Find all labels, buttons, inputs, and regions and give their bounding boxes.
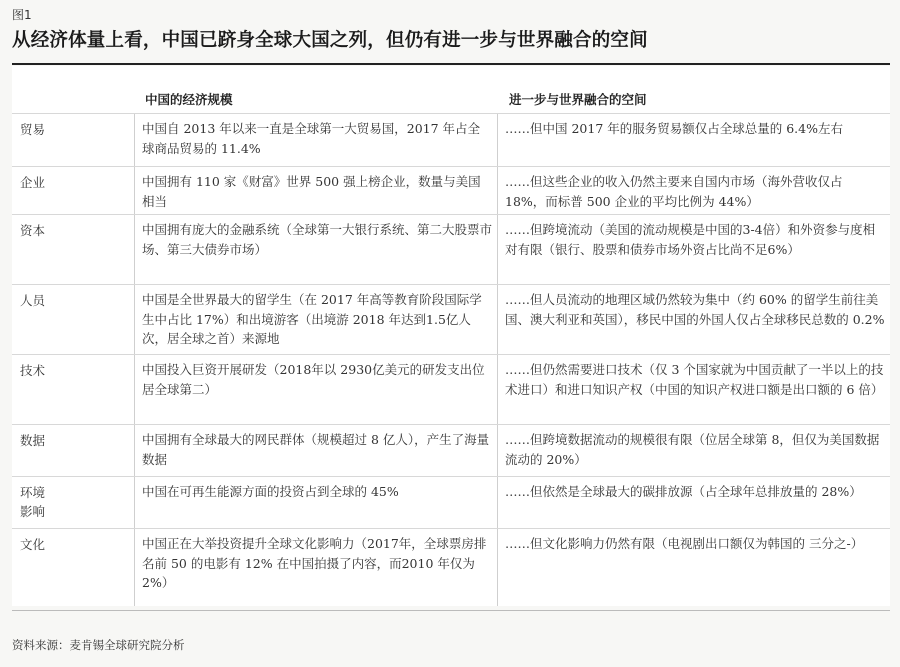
column-header-space: 进一步与世界融合的空间 xyxy=(509,92,647,107)
scale-cell: 中国拥有庞大的金融系统（全球第一大银行系统、第二大股票市场、第三大债券市场） xyxy=(142,222,493,257)
source-note: 资料来源：麦肯锡全球研究院分析 xyxy=(12,638,185,652)
row-label: 人员 xyxy=(20,293,46,308)
column-divider xyxy=(134,477,135,529)
comparison-table xyxy=(12,66,890,606)
scale-cell: 中国自 2013 年以来一直是全球第一大贸易国，2017 年占全球商品贸易的 11.4% xyxy=(142,121,481,156)
top-rule xyxy=(12,63,890,65)
page-title: 从经济体量上看，中国已跻身全球大国之列，但仍有进一步与世界融合的空间 xyxy=(12,30,648,51)
scale-cell: 中国正在大举投资提升全球文化影响力（2017年，全球票房排名前 50 的电影有 12% 在中国拍摄了内容，而2010 年仅为 2%） xyxy=(142,536,487,590)
space-cell: ……但跨境数据流动的规模很有限（位居全球第 8，但仅为美国数据流动的 20%） xyxy=(505,432,880,467)
scale-cell: 中国是全世界最大的留学生（在 2017 年高等教育阶段国际学生中占比 17%）和出境游客（出境游 2018 年达到1.5亿人次，居全球之首）来源地 xyxy=(142,292,482,346)
figure-label: 图1 xyxy=(12,8,32,22)
space-cell: ……但中国 2017 年的服务贸易额仅占全球总量的 6.4%左右 xyxy=(505,121,843,136)
column-divider xyxy=(134,355,135,425)
column-divider xyxy=(497,215,498,285)
space-cell: ……但跨境流动（美国的流动规模是中国的3-4倍）和外资参与度相对有限（银行、股票和债券市场外资占比尚不足6%） xyxy=(505,222,876,257)
row-label: 资本 xyxy=(20,223,46,238)
scale-cell: 中国在可再生能源方面的投资占到全球的 45% xyxy=(142,484,399,499)
scale-cell: 中国拥有 110 家《财富》世界 500 强上榜企业，数量与美国相当 xyxy=(142,174,481,209)
table-row xyxy=(12,114,890,167)
space-cell: ……但文化影响力仍然有限（电视剧出口额仅为韩国的 三分之-） xyxy=(505,536,864,551)
space-cell: ……但人员流动的地理区域仍然较为集中（约 60% 的留学生前往美国、澳大利亚和英国），移民中国的外国人仅占全球移民总数的 0.2% xyxy=(505,292,885,327)
column-header-scale: 中国的经济规模 xyxy=(145,92,233,107)
table-row xyxy=(12,355,890,425)
table-row xyxy=(12,215,890,285)
space-cell: ……但仍然需要进口技术（仅 3 个国家就为中国贡献了一半以上的技术进口）和进口知识产权（中国的知识产权进口额是出口额的 6 倍） xyxy=(505,362,884,397)
bottom-rule xyxy=(12,610,890,611)
table-row xyxy=(12,425,890,477)
space-cell: ……但这些企业的收入仍然主要来自国内市场（海外营收仅占 18%，而标普 500 企业的平均比例为 44%） xyxy=(505,174,843,209)
column-divider xyxy=(134,114,135,167)
column-divider xyxy=(497,425,498,477)
row-label: 技术 xyxy=(20,363,46,378)
column-divider xyxy=(134,529,135,606)
scale-cell: 中国拥有全球最大的网民群体（规模超过 8 亿人），产生了海量数据 xyxy=(142,432,490,467)
column-divider xyxy=(497,529,498,606)
table-row xyxy=(12,529,890,606)
row-label: 环境影响 xyxy=(20,485,46,519)
column-divider xyxy=(134,285,135,355)
table-row xyxy=(12,167,890,215)
row-label: 数据 xyxy=(20,433,46,448)
table-row xyxy=(12,285,890,355)
column-divider xyxy=(497,167,498,215)
space-cell: ……但依然是全球最大的碳排放源（占全球年总排放量的 28%） xyxy=(505,484,862,499)
column-divider xyxy=(497,355,498,425)
column-divider xyxy=(497,477,498,529)
row-label: 文化 xyxy=(20,537,46,552)
column-divider xyxy=(134,167,135,215)
column-divider xyxy=(134,425,135,477)
column-divider xyxy=(497,114,498,167)
scale-cell: 中国投入巨资开展研发（2018年以 2930亿美元的研发支出位居全球第二） xyxy=(142,362,485,397)
column-divider xyxy=(497,285,498,355)
row-label: 贸易 xyxy=(20,122,46,137)
column-divider xyxy=(134,215,135,285)
row-label: 企业 xyxy=(20,175,46,190)
table-row xyxy=(12,477,890,529)
